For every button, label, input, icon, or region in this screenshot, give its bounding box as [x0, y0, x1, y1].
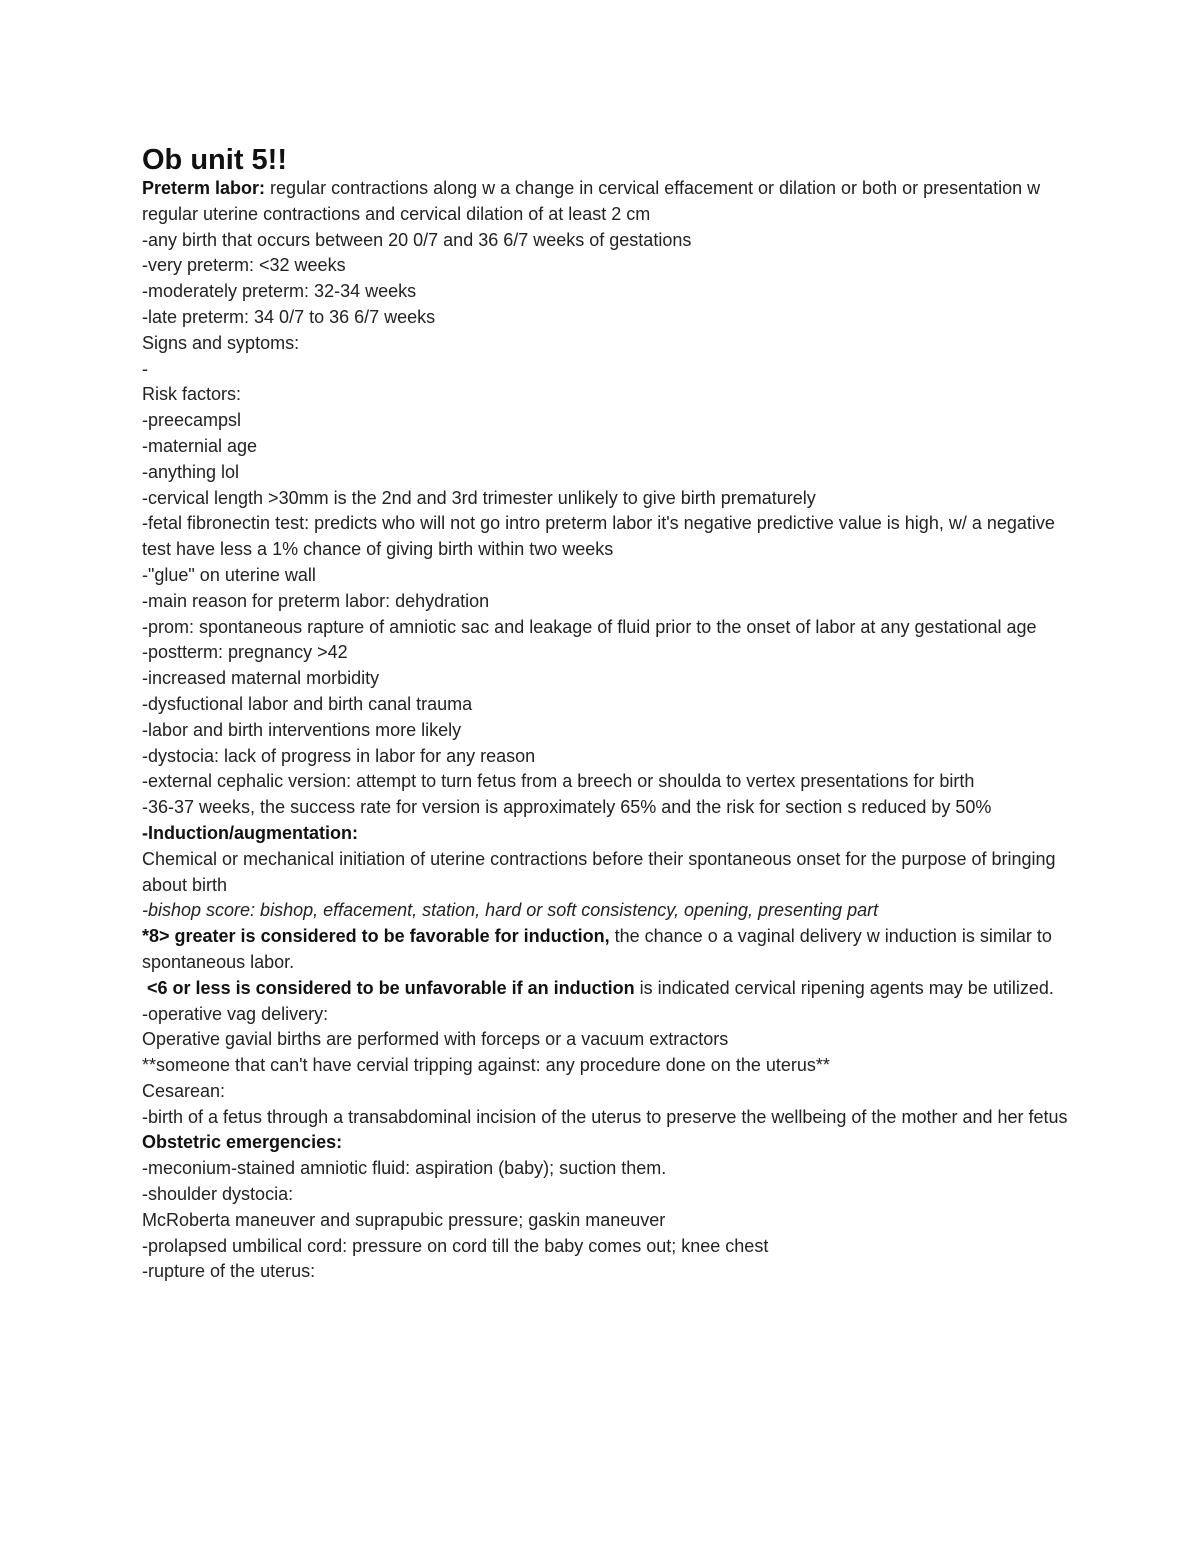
bold-text: -Induction/augmentation:	[142, 822, 358, 843]
text-run: Chemical or mechanical initiation of uterine contractions before their spontaneous onset for the purpose of bringing about birth	[142, 848, 1061, 895]
text-line	[142, 640, 1072, 666]
text-line	[142, 1259, 1072, 1285]
text-line	[142, 305, 1072, 331]
text-run: -meconium-stained amniotic fluid: aspiration (baby); suction them.	[142, 1158, 667, 1179]
text-line	[142, 331, 1072, 357]
text-run: -late preterm: 34 0/7 to 36 6/7 weeks	[142, 306, 436, 327]
text-run: -	[142, 358, 148, 379]
text-run: Signs and syptoms:	[142, 332, 300, 353]
text-run: -rupture of the uterus:	[142, 1261, 316, 1282]
text-run: -maternial age	[142, 435, 258, 456]
text-run: McRoberta maneuver and suprapubic pressure; gaskin maneuver	[142, 1209, 666, 1230]
bold-text: *8> greater is considered to be favorable for induction,	[142, 926, 610, 947]
text-run: -anything lol	[142, 461, 240, 482]
text-run: -cervical length >30mm is the 2nd and 3rd trimester unlikely to give birth prematurely	[142, 487, 816, 508]
text-run: **someone that can't have cervial tripping against: any procedure done on the uterus**	[142, 1055, 830, 1076]
text-line	[142, 1105, 1072, 1131]
text-run: is indicated cervical ripening agents may be utilized.	[634, 977, 1054, 998]
document-title: Ob unit 5!!	[142, 144, 287, 176]
text-run: -dystocia: lack of progress in labor for any reason	[142, 745, 536, 766]
text-run: -moderately preterm: 32-34 weeks	[142, 281, 417, 302]
bold-text: <6 or less is considered to be unfavorable if an induction	[142, 977, 635, 998]
document-body	[142, 176, 1072, 1285]
text-line	[142, 795, 1072, 821]
text-run: -dysfuctional labor and birth canal trauma	[142, 693, 473, 714]
text-line	[142, 744, 1072, 770]
text-line	[142, 357, 1072, 383]
text-line	[142, 666, 1072, 692]
text-run: -"glue" on uterine wall	[142, 564, 316, 585]
text-run: Operative gavial births are performed with forceps or a vacuum extractors	[142, 1029, 729, 1050]
text-run: -preecampsl	[142, 410, 242, 431]
text-line	[142, 769, 1072, 795]
text-line	[142, 1027, 1072, 1053]
text-line	[142, 615, 1072, 641]
text-run: -prom: spontaneous rapture of amniotic sac and leakage of fluid prior to the onset of labor at any gestational age	[142, 616, 1037, 637]
text-run: -fetal fibronectin test: predicts who will not go intro preterm labor it's negative predictive value is high, w/ a negative test have less a 1% chance of giving birth within two weeks	[142, 513, 1060, 560]
text-line	[142, 718, 1072, 744]
text-line	[142, 279, 1072, 305]
text-line	[142, 976, 1072, 1002]
text-run: -postterm: pregnancy >42	[142, 642, 348, 663]
text-line	[142, 382, 1072, 408]
text-run: -operative vag delivery:	[142, 1003, 329, 1024]
text-run: the chance o a vaginal delivery w induction is similar to spontaneous labor.	[142, 926, 1057, 972]
text-run: -increased maternal morbidity	[142, 668, 380, 689]
text-run: -main reason for preterm labor: dehydration	[142, 590, 490, 611]
text-line	[142, 563, 1072, 589]
text-run: -shoulder dystocia:	[142, 1184, 294, 1205]
text-line	[142, 1079, 1072, 1105]
text-line	[142, 821, 1072, 847]
text-line	[142, 1053, 1072, 1079]
text-run: Cesarean:	[142, 1080, 226, 1101]
italic-text: -bishop score: bishop, effacement, station, hard or soft consistency, opening, presenting part	[142, 900, 879, 921]
text-run: -36-37 weeks, the success rate for version is approximately 65% and the risk for section s reduced by 50%	[142, 797, 992, 818]
text-run: Risk factors:	[142, 384, 242, 405]
bold-text: Obstetric emergencies:	[142, 1132, 343, 1153]
text-line	[142, 847, 1072, 899]
text-run: -birth of a fetus through a transabdominal incision of the uterus to preserve the wellbeing of the mother and her fetus	[142, 1106, 1068, 1127]
text-line	[142, 1234, 1072, 1260]
text-line	[142, 228, 1072, 254]
text-line	[142, 253, 1072, 279]
text-line	[142, 1002, 1072, 1028]
text-line	[142, 176, 1072, 228]
text-line	[142, 511, 1072, 563]
document-page	[142, 140, 1072, 1285]
text-line	[142, 1208, 1072, 1234]
text-line	[142, 1156, 1072, 1182]
text-line	[142, 898, 1072, 924]
text-line	[142, 692, 1072, 718]
bold-text: Preterm labor:	[142, 178, 266, 198]
text-run: -prolapsed umbilical cord: pressure on cord till the baby comes out; knee chest	[142, 1235, 769, 1256]
text-run: -any birth that occurs between 20 0/7 and 36 6/7 weeks of gestations	[142, 229, 692, 250]
text-line	[142, 1182, 1072, 1208]
text-line	[142, 486, 1072, 512]
text-line	[142, 1130, 1072, 1156]
text-run: regular contractions along w a change in cervical effacement or dilation or both or presentation w regular uterine contractions and cervical dilation of at least 2 cm	[142, 178, 1046, 224]
text-run: -external cephalic version: attempt to turn fetus from a breech or shoulda to vertex presentations for birth	[142, 771, 975, 792]
text-line	[142, 924, 1072, 976]
text-line	[142, 589, 1072, 615]
text-run: -very preterm: <32 weeks	[142, 255, 346, 276]
text-run: -labor and birth interventions more likely	[142, 719, 462, 740]
text-line	[142, 408, 1072, 434]
text-line	[142, 434, 1072, 460]
text-line	[142, 460, 1072, 486]
